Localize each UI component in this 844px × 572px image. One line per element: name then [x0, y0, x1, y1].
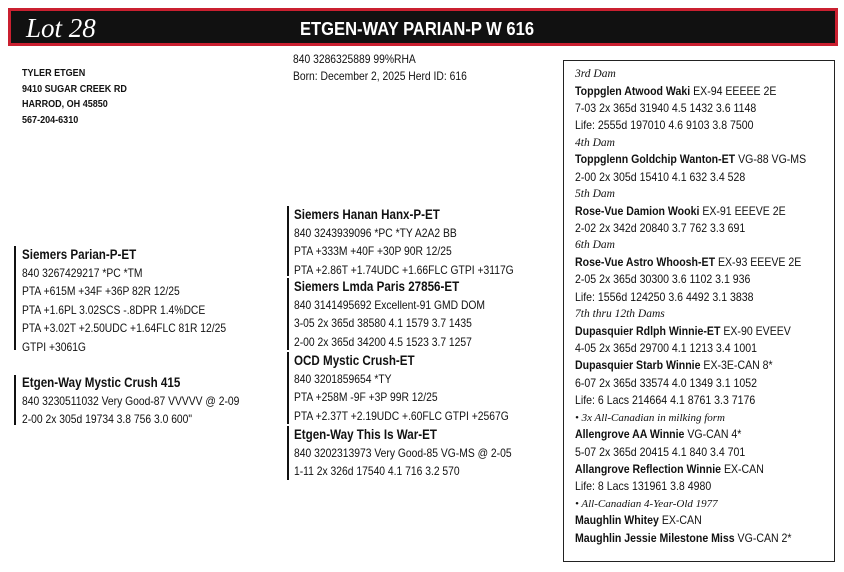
dam-sire-name: OCD Mystic Crush-ET — [294, 353, 415, 368]
ancestor-entry — [575, 426, 806, 443]
ancestor-entry — [575, 530, 806, 547]
animal-info — [293, 51, 495, 85]
sire-sire-name: Siemers Hanan Hanx-P-ET — [294, 207, 440, 222]
record-line: 7-03 2x 365d 31940 4.5 1432 3.6 1148 — [575, 100, 757, 115]
generation-label: 7th thru 12th Dams — [575, 308, 665, 321]
ancestor-entry — [575, 203, 806, 220]
ancestor-name: Dupasquier Starb Winnie — [575, 358, 701, 373]
generation-label: 3rd Dam — [575, 68, 616, 80]
ancestor-classification: EX-91 EEEVE 2E — [699, 203, 786, 218]
dam-dam-name: Etgen-Way This Is War-ET — [294, 427, 437, 442]
record-line: Life: 1556d 124250 3.6 4492 3.1 3838 — [575, 289, 754, 304]
sire-name: Siemers Parian-P-ET — [22, 247, 137, 262]
maternal-ancestry-list — [575, 66, 838, 547]
ancestor-classification: EX-93 EEEVE 2E — [715, 254, 802, 269]
dam-sire-line: PTA +258M -9F +3P 99R 12/25 — [294, 390, 438, 405]
sire-line: PTA +615M +34F +36P 82R 12/25 — [22, 284, 180, 299]
dam-line: 2-00 2x 305d 19734 3.8 756 3.0 600" — [22, 412, 193, 427]
ancestor-classification: VG-88 VG-MS — [735, 152, 807, 167]
generation-label: 6th Dam — [575, 239, 615, 252]
sire-dam-block — [294, 278, 485, 351]
dam-bracket-rule — [14, 375, 16, 425]
sire-sire-block — [294, 206, 514, 279]
ancestor-name: Allangrove Reflection Winnie — [575, 461, 722, 476]
record-line: 4-05 2x 365d 29700 4.1 1213 3.4 1001 — [575, 340, 758, 355]
ancestor-classification: EX-CAN — [658, 513, 702, 528]
generation-label: 5th Dam — [575, 188, 615, 201]
dam-dam-line: 1-11 2x 326d 17540 4.1 716 3.2 570 — [294, 464, 460, 479]
owner-name: TYLER ETGEN — [22, 67, 86, 79]
honor-note: • 3x All-Canadian in milking form — [575, 411, 726, 424]
ancestor-name: Toppglenn Goldchip Wanton-ET — [575, 152, 736, 167]
honor-note: • All-Canadian 4-Year-Old 1977 — [575, 497, 718, 510]
sire-dam-line: 840 3141495692 Excellent-91 GMD DOM — [294, 298, 486, 312]
sire-sire-line: PTA +2.86T +1.74UDC +1.66FLC GTPI +3117G — [294, 262, 514, 277]
ancestor-entry — [575, 512, 806, 529]
ancestor-name: Toppglen Atwood Waki — [575, 83, 691, 98]
dam-sire-line: 840 3201859654 *TY — [294, 372, 392, 386]
dam-line: 840 3230511032 Very Good-87 VVVVV @ 2-09 — [22, 394, 240, 408]
ancestor-entry — [575, 461, 806, 478]
sire-dam-line: 3-05 2x 365d 38580 4.1 1579 3.7 1435 — [294, 316, 472, 331]
ancestor-name: Rose-Vue Astro Whoosh-ET — [575, 254, 716, 269]
record-line: 2-05 2x 365d 30300 3.6 1102 3.1 936 — [575, 272, 751, 287]
ancestor-entry — [575, 83, 806, 100]
dam-sire-bracket-rule — [287, 352, 289, 424]
lot-number: Lot 28 — [26, 13, 96, 43]
dam-block — [22, 374, 239, 429]
ancestor-classification: EX-94 EEEEE 2E — [690, 83, 777, 98]
record-line: Life: 6 Lacs 214664 4.1 8761 3.3 7176 — [575, 393, 756, 408]
dam-dam-block — [294, 426, 512, 481]
dam-sire-block — [294, 352, 509, 425]
sire-sire-bracket-rule — [287, 206, 289, 276]
ancestor-classification: EX-CAN — [721, 461, 764, 476]
record-line: Life: 8 Lacs 131961 3.8 4980 — [575, 479, 712, 494]
sire-dam-bracket-rule — [287, 278, 289, 350]
record-line: 5-07 2x 365d 20415 4.1 840 3.4 701 — [575, 444, 746, 459]
animal-birth-herd: Born: December 2, 2025 Herd ID: 616 — [293, 69, 467, 83]
ancestor-classification: EX-3E-CAN 8* — [700, 358, 773, 373]
owner-block — [22, 66, 144, 128]
ancestor-name: Maughlin Whitey — [575, 513, 659, 528]
record-line: 2-00 2x 305d 15410 4.1 632 3.4 528 — [575, 169, 746, 184]
sire-sire-line: 840 3243939096 *PC *TY A2A2 BB — [294, 226, 457, 240]
ancestor-name: Maughlin Jessie Milestone Miss — [575, 530, 735, 545]
dam-sire-line: PTA +2.37T +2.19UDC +.60FLC GTPI +2567G — [294, 408, 509, 423]
ancestor-name: Dupasquier Rdlph Winnie-ET — [575, 323, 721, 338]
owner-address-line1: 9410 SUGAR CREEK RD — [22, 82, 127, 95]
ancestor-name: Rose-Vue Damion Wooki — [575, 203, 700, 218]
animal-registration: 840 3286325889 99%RHA — [293, 52, 416, 66]
ancestor-entry — [575, 323, 806, 340]
ancestor-classification: VG-CAN 4* — [684, 427, 742, 442]
sire-line: PTA +1.6PL 3.02SCS -.8DPR 1.4%DCE — [22, 302, 206, 317]
owner-address-line2: HARROD, OH 45850 — [22, 98, 108, 110]
sire-line: GTPI +3061G — [22, 339, 86, 354]
sire-dam-line: 2-00 2x 365d 34200 4.5 1523 3.7 1257 — [294, 334, 472, 349]
dam-name: Etgen-Way Mystic Crush 415 — [22, 375, 181, 390]
dam-dam-line: 840 3202313973 Very Good-85 VG-MS @ 2-05 — [294, 446, 512, 460]
animal-name-title: ETGEN-WAY PARIAN-P W 616 — [300, 19, 535, 39]
record-line: 6-07 2x 365d 33574 4.0 1349 3.1 1052 — [575, 375, 758, 390]
ancestor-entry — [575, 357, 806, 374]
ancestor-classification: EX-90 EVEEV — [720, 323, 791, 338]
sire-sire-line: PTA +333M +40F +30P 90R 12/25 — [294, 244, 452, 259]
record-line: Life: 2555d 197010 4.6 9103 3.8 7500 — [575, 118, 754, 133]
owner-phone: 567-204-6310 — [22, 113, 79, 126]
dam-dam-bracket-rule — [287, 426, 289, 480]
ancestor-entry — [575, 254, 806, 271]
sire-block — [22, 246, 226, 356]
sire-dam-name: Siemers Lmda Paris 27856-ET — [294, 279, 460, 294]
record-line: 2-02 2x 342d 20840 3.7 762 3.3 691 — [575, 220, 746, 235]
sire-line: PTA +3.02T +2.50UDC +1.64FLC 81R 12/25 — [22, 321, 227, 336]
sire-bracket-rule — [14, 246, 16, 350]
generation-label: 4th Dam — [575, 136, 615, 149]
ancestor-name: Allengrove AA Winnie — [575, 427, 685, 442]
ancestor-classification: VG-CAN 2* — [734, 530, 792, 545]
ancestor-entry — [575, 151, 806, 168]
sire-line: 840 3267429217 *PC *TM — [22, 266, 143, 280]
